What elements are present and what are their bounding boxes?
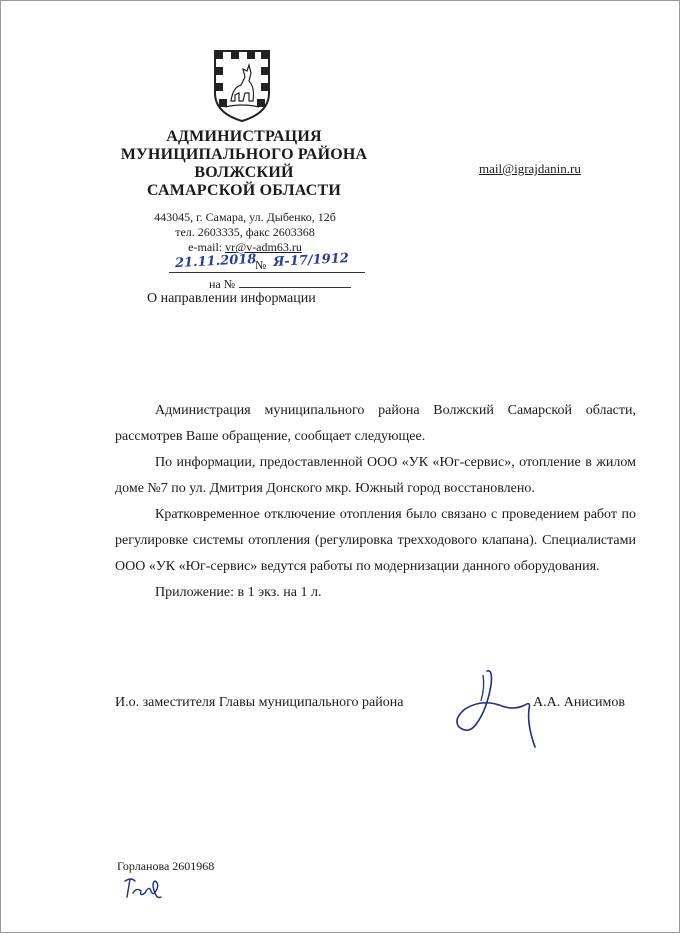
body-paragraph: По информации, предоставленной ООО «УК «Юг-сервис», отопление в жилом доме №7 по ул. Дмитрия Донского мкр. Южный город восстановлено.	[115, 455, 636, 496]
reference-blank	[239, 277, 351, 288]
letter-body	[115, 398, 636, 606]
reference-prefix: на №	[209, 277, 236, 291]
handwritten-date: 21.11.2018	[174, 251, 257, 272]
registration-underline	[169, 272, 365, 273]
signatory-name: А.А. Анисимов	[533, 695, 625, 710]
organization-name	[101, 128, 387, 200]
postal-address: 443045, г. Самара, ул. Дыбенко, 12б	[154, 210, 336, 224]
contact-block	[129, 210, 361, 255]
registration-line	[169, 251, 365, 275]
coat-of-arms-icon	[211, 47, 273, 123]
attachment-note: Приложение: в 1 экз. на 1 л.	[155, 585, 322, 600]
org-line: САМАРСКОЙ ОБЛАСТИ	[147, 182, 341, 199]
signature-icon	[447, 665, 543, 751]
handwritten-number: Я-17/1912	[272, 251, 350, 270]
reference-line	[209, 277, 351, 292]
sender-email-link[interactable]: vr@v-adm63.ru	[225, 240, 302, 254]
org-line: МУНИЦИПАЛЬНОГО РАЙОНА	[120, 146, 368, 163]
phone-fax: тел. 2603335, факс 2603368	[175, 225, 315, 239]
subject-line: О направлении информации	[147, 291, 316, 306]
org-line: ВОЛЖСКИЙ	[194, 164, 294, 181]
executor-info: Горланова 2601968	[117, 859, 215, 873]
recipient-email[interactable]: mail@igrajdanin.ru	[479, 161, 581, 176]
org-line: АДМИНИСТРАЦИЯ	[166, 128, 322, 145]
email-prefix: e-mail:	[188, 240, 226, 254]
initials-icon	[121, 875, 165, 903]
body-paragraph: Кратковременное отключение отопления было связано с проведением работ по регулировке системы отопления (регулировка трехходового клапана). Специалистами ООО «УК «Юг-сервис» ведутся работы по модернизации данного оборудования.	[115, 507, 636, 574]
body-paragraph: Администрация муниципального района Волжский Самарской области, рассмотрев Ваше обращение, сообщает следующее.	[115, 403, 636, 444]
number-sign: №	[255, 258, 267, 272]
signatory-title: И.о. заместителя Главы муниципального района	[115, 695, 404, 710]
